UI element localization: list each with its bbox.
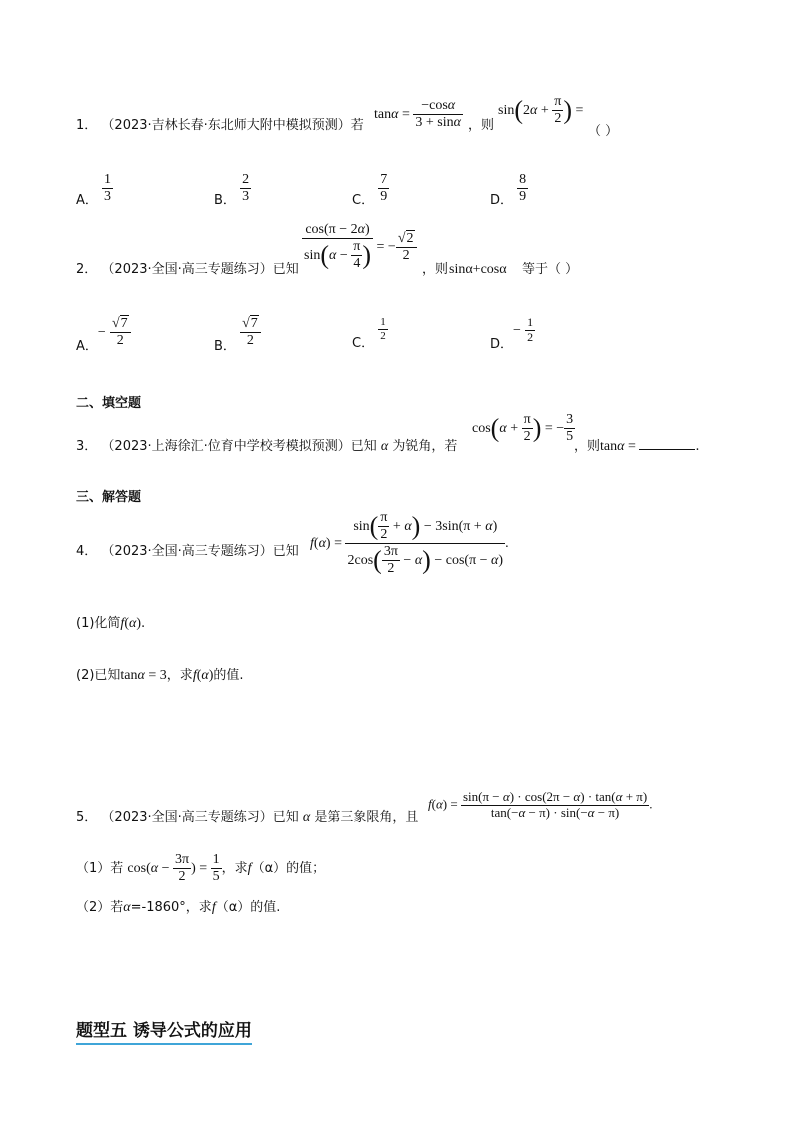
q5-source: （2023·全国·高三专题练习）已知: [101, 810, 299, 825]
q3-tail: ，则tanα = .: [574, 439, 700, 454]
q5-part2: （2）若α=-1860°，求f（α）的值.: [76, 900, 281, 915]
q2-condition-tail: ，则: [422, 262, 449, 277]
q3-source: （2023·上海徐汇·位育中学校考模拟预测）已知: [101, 439, 377, 454]
q1-option-b[interactable]: B． $\frac{2}{3}$: [214, 172, 250, 209]
q1-condition-tail: ，则: [468, 118, 495, 133]
q4-stem: [76, 540, 299, 559]
q5-mid-text: 是第三象限角，且: [314, 810, 419, 825]
q2-stem: [76, 258, 299, 277]
q5-part1: （1）若 cos(α − $\frac{3\pi}{2}$ ) = $\frac{1}{5}$ ，求f（α）的值；: [76, 852, 326, 885]
q2-option-b[interactable]: B． $\frac{√7}{2}$: [214, 316, 261, 349]
q2-source: （2023·全国·高三专题练习）已知: [101, 262, 299, 277]
q1-option-a[interactable]: A． $\frac{1}{3}$: [76, 172, 112, 209]
section-fill-in-heading: 二、填空题: [76, 396, 142, 411]
q5-number: 5．: [76, 810, 98, 825]
q2-expression: sinα+cosα: [449, 262, 507, 277]
q2-option-d[interactable]: D．− $\frac{1}{2}$: [490, 315, 534, 352]
q1-condition-formula: tanα = $\frac{-\cos\alpha}{3 + \sin\alpha}$: [374, 98, 461, 131]
q3-stem: 3． （2023·上海徐汇·位育中学校考模拟预测）已知 α 为锐角，若: [76, 439, 458, 454]
q4-part2: (2)已知tanα = 3，求f(α)的值.: [76, 668, 244, 683]
q2-option-c[interactable]: C． $\frac{1}{2}$: [352, 316, 386, 351]
q2-option-a[interactable]: A．− $\frac{√7}{2}$: [76, 316, 131, 349]
q2-tail: 等于（ ）: [522, 262, 579, 277]
q2-condition-formula: cos(π − 2α) sin(α − $\frac{\pi}{4}$ ) = − $\frac{√2}{2}$: [302, 222, 417, 272]
q1-option-d[interactable]: D． $\frac{8}{9}$: [490, 172, 527, 209]
q4-part1: (1)化简f(α).: [76, 616, 146, 631]
q5-stem: 5． （2023·全国·高三专题练习）已知 α 是第三象限角，且: [76, 810, 419, 825]
q1-number: 1．: [76, 118, 98, 133]
q4-function-formula: f(α) = sin( $\frac{\pi}{2}$ + α) − 3sin(π + α) 2cos( $\frac{3\pi}{2}$ − α) − cos(π − α) .: [310, 510, 509, 577]
q3-condition-formula: cos(α + $\frac{\pi}{2}$ ) = − $\frac{3}{5}$: [472, 412, 574, 445]
q1-target-formula: sin(2α + $\frac{\pi}{2}$ ) =: [498, 94, 584, 127]
question-type-heading: 题型五 诱导公式的应用: [76, 1016, 252, 1045]
section-solve-heading: 三、解答题: [76, 490, 142, 505]
q1-option-c[interactable]: C． $\frac{7}{9}$: [352, 172, 388, 209]
q1-answer-paren: （ ）: [588, 124, 619, 139]
q4-number: 4．: [76, 544, 98, 559]
q3-mid-text: 为锐角，若: [392, 439, 458, 454]
q5-function-formula: f(α) = $\frac{\sin(\pi - \alpha) \cdot \cos(2\pi - \alpha) \cdot \tan(\alpha + \pi)}{\tan(-\alpha - \pi) \cdot \sin(-\alpha - \pi)}$ .: [428, 789, 653, 820]
q2-number: 2．: [76, 262, 98, 277]
q3-number: 3．: [76, 439, 98, 454]
q3-answer-blank[interactable]: [639, 437, 695, 450]
q4-source: （2023·全国·高三专题练习）已知: [101, 544, 299, 559]
q1-source: （2023·吉林长春·东北师大附中模拟预测）若: [101, 118, 364, 133]
q1-stem: [76, 114, 364, 133]
